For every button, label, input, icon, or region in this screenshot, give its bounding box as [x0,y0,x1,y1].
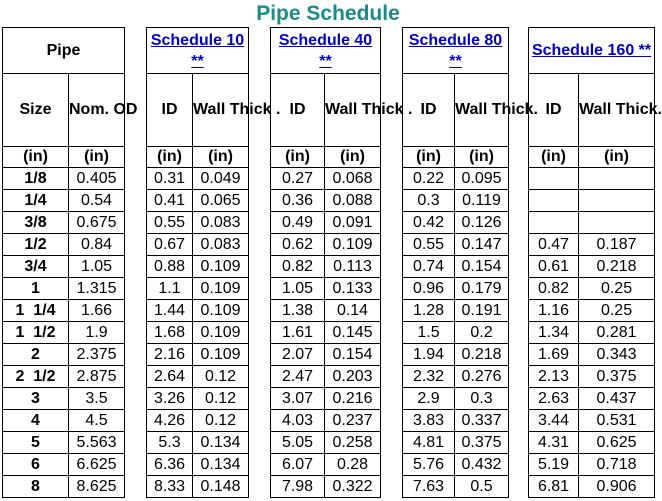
sch10-wall-cell: 0.109 [193,322,249,344]
table-body [3,168,655,498]
unit-label: (in) [193,147,249,168]
unit-label: (in) [69,147,125,168]
nom-od-cell: 3.5 [69,388,125,410]
schedule-10-header [147,28,249,74]
column-gap [381,410,403,432]
nom-od-cell: 1.66 [69,300,125,322]
sch40-wall-cell: 0.258 [325,432,381,454]
nom-od-cell: 0.675 [69,212,125,234]
sch160-id-cell: 0.61 [529,256,579,278]
nom-od-cell: 1.315 [69,278,125,300]
sch10-wall-cell: 0.148 [193,476,249,498]
column-gap [249,168,271,190]
column-gap [509,366,529,388]
column-gap [381,147,403,168]
table-row [3,388,655,410]
sch40-id-cell: 0.27 [271,168,325,190]
column-gap [125,432,147,454]
size-header: Size [3,74,69,147]
sch80-wall-cell: 0.119 [455,190,509,212]
sch160-wall-cell: 0.625 [579,432,655,454]
column-gap [509,344,529,366]
table-row [3,234,655,256]
sch10-id-cell: 3.26 [147,388,193,410]
sch80-id-cell: 7.63 [403,476,455,498]
column-gap [381,432,403,454]
sch80-wall-cell: 0.095 [455,168,509,190]
column-gap [249,410,271,432]
size-cell: 8 [3,476,69,498]
column-gap [381,278,403,300]
table-row [3,432,655,454]
table-row [3,366,655,388]
size-cell: 2 1/2 [3,366,69,388]
sch10-id-cell: 0.41 [147,190,193,212]
column-gap [381,212,403,234]
size-cell: 1/2 [3,234,69,256]
column-gap [509,476,529,498]
sch40-wall-cell: 0.203 [325,366,381,388]
column-gap [249,147,271,168]
table-row [3,322,655,344]
column-gap [125,476,147,498]
sch40-id-cell: 5.05 [271,432,325,454]
column-gap [125,366,147,388]
sch10-id-cell: 2.64 [147,366,193,388]
column-gap [381,388,403,410]
sch160-wall-cell [579,168,655,190]
column-gap [249,256,271,278]
pipe-header: Pipe [3,28,125,74]
sch40-id-cell: 1.38 [271,300,325,322]
schedule-160-header [529,28,655,74]
sch160-wall-cell: 0.25 [579,300,655,322]
sch40-wall-cell: 0.322 [325,476,381,498]
sch40-wall-cell: 0.154 [325,344,381,366]
column-gap [381,28,403,74]
sch80-id-cell: 2.9 [403,388,455,410]
size-cell: 1 1/2 [3,322,69,344]
nom-od-cell: 4.5 [69,410,125,432]
sch80-wall-cell: 0.191 [455,300,509,322]
sch160-wall-cell: 0.25 [579,278,655,300]
column-gap [249,476,271,498]
sch160-id-cell: 1.16 [529,300,579,322]
sch160-wall-cell: 0.343 [579,344,655,366]
sch80-wall-cell: 0.126 [455,212,509,234]
sch10-id-cell: 1.68 [147,322,193,344]
table-row [3,212,655,234]
table-row [3,344,655,366]
sch10-wall-cell: 0.12 [193,366,249,388]
column-gap [249,322,271,344]
sch80-id-cell: 0.42 [403,212,455,234]
column-gap [249,366,271,388]
sch40-id-cell: 0.49 [271,212,325,234]
sch80-id-cell: 2.32 [403,366,455,388]
column-gap [125,278,147,300]
wall-thick-header: Wall Thick . [193,74,249,147]
size-cell: 1 [3,278,69,300]
sch160-id-cell: 4.31 [529,432,579,454]
sch10-wall-cell: 0.065 [193,190,249,212]
schedule-10-link[interactable]: Schedule 10 ** [150,31,245,70]
schedule-80-link[interactable]: Schedule 80 ** [408,31,503,70]
sch10-wall-cell: 0.109 [193,278,249,300]
sch80-wall-cell: 0.337 [455,410,509,432]
sch10-wall-cell: 0.134 [193,454,249,476]
sch10-wall-cell: 0.109 [193,300,249,322]
column-gap [249,212,271,234]
nom-od-cell: 5.563 [69,432,125,454]
column-gap [509,322,529,344]
sch10-wall-cell: 0.12 [193,388,249,410]
column-gap [509,410,529,432]
column-gap [381,366,403,388]
sch160-wall-cell: 0.375 [579,366,655,388]
sch40-id-cell: 2.47 [271,366,325,388]
sch10-id-cell: 1.44 [147,300,193,322]
sch40-wall-cell: 0.14 [325,300,381,322]
sch40-id-cell: 1.61 [271,322,325,344]
unit-label: (in) [529,147,579,168]
sch80-wall-cell: 0.218 [455,344,509,366]
sch40-wall-cell: 0.28 [325,454,381,476]
sch160-id-cell: 1.69 [529,344,579,366]
unit-label: (in) [271,147,325,168]
sch40-id-cell: 0.62 [271,234,325,256]
sch80-id-cell: 3.83 [403,410,455,432]
column-gap [125,168,147,190]
sch160-id-cell: 2.13 [529,366,579,388]
sch10-id-cell: 0.67 [147,234,193,256]
sch80-wall-cell: 0.432 [455,454,509,476]
column-gap [509,234,529,256]
sch80-id-cell: 0.74 [403,256,455,278]
sch80-id-cell: 1.94 [403,344,455,366]
nom-od-header: Nom. OD [69,74,125,147]
nom-od-cell: 0.54 [69,190,125,212]
sch10-wall-cell: 0.134 [193,432,249,454]
column-gap [381,476,403,498]
sch40-wall-cell: 0.145 [325,322,381,344]
sch10-wall-cell: 0.109 [193,256,249,278]
column-gap [125,344,147,366]
sch80-wall-cell: 0.179 [455,278,509,300]
column-gap [509,256,529,278]
column-gap [125,322,147,344]
sch160-wall-cell [579,190,655,212]
sch160-wall-cell: 0.906 [579,476,655,498]
column-gap [381,322,403,344]
size-cell: 3/8 [3,212,69,234]
sch10-id-cell: 2.16 [147,344,193,366]
schedule-80-header [403,28,509,74]
sch160-id-cell: 0.47 [529,234,579,256]
sch40-id-cell: 7.98 [271,476,325,498]
table-row [3,190,655,212]
size-cell: 3/4 [3,256,69,278]
nom-od-cell: 8.625 [69,476,125,498]
column-gap [249,344,271,366]
sch160-wall-cell: 0.718 [579,454,655,476]
id-header: ID [147,74,193,147]
size-cell: 1 1/4 [3,300,69,322]
pipe-schedule-table [2,27,662,498]
id-header: ID [529,74,579,147]
size-cell: 6 [3,454,69,476]
sch10-wall-cell: 0.083 [193,234,249,256]
sch80-wall-cell: 0.5 [455,476,509,498]
unit-label: (in) [455,147,509,168]
column-gap [125,388,147,410]
size-cell: 2 [3,344,69,366]
sch40-wall-cell: 0.133 [325,278,381,300]
sch10-id-cell: 8.33 [147,476,193,498]
sch40-wall-cell: 0.216 [325,388,381,410]
wall-thick-header: Wall Thick. [455,74,509,147]
sch10-id-cell: 0.31 [147,168,193,190]
column-gap [125,454,147,476]
unit-label: (in) [579,147,655,168]
column-gap [125,300,147,322]
table-row [3,278,655,300]
sch160-id-cell: 5.19 [529,454,579,476]
column-gap [381,300,403,322]
column-gap [509,300,529,322]
nom-od-cell: 1.9 [69,322,125,344]
column-gap [249,190,271,212]
unit-label: (in) [147,147,193,168]
size-cell: 5 [3,432,69,454]
sch40-wall-cell: 0.088 [325,190,381,212]
sch10-wall-cell: 0.049 [193,168,249,190]
sch80-wall-cell: 0.375 [455,432,509,454]
table-row [3,300,655,322]
sch10-wall-cell: 0.083 [193,212,249,234]
unit-label: (in) [325,147,381,168]
sch40-wall-cell: 0.113 [325,256,381,278]
sch40-wall-cell: 0.091 [325,212,381,234]
sch80-id-cell: 0.55 [403,234,455,256]
nom-od-cell: 2.375 [69,344,125,366]
column-gap [249,388,271,410]
sch10-id-cell: 5.3 [147,432,193,454]
table-row [3,476,655,498]
nom-od-cell: 0.405 [69,168,125,190]
sch160-id-cell: 0.82 [529,278,579,300]
column-gap [509,278,529,300]
column-gap [509,190,529,212]
size-cell: 1/8 [3,168,69,190]
table-row [3,410,655,432]
schedule-160-link[interactable]: Schedule 160 ** [531,42,652,59]
column-gap [125,28,147,74]
sch10-id-cell: 4.26 [147,410,193,432]
sch80-id-cell: 1.28 [403,300,455,322]
sch10-wall-cell: 0.109 [193,344,249,366]
column-gap [125,212,147,234]
sch40-id-cell: 0.82 [271,256,325,278]
id-header: ID [403,74,455,147]
sch40-id-cell: 0.36 [271,190,325,212]
sch80-id-cell: 1.5 [403,322,455,344]
sch40-wall-cell: 0.109 [325,234,381,256]
column-gap [249,28,271,74]
sch160-wall-cell [579,212,655,234]
column-gap [249,432,271,454]
sch40-id-cell: 4.03 [271,410,325,432]
nom-od-cell: 6.625 [69,454,125,476]
nom-od-cell: 2.875 [69,366,125,388]
sch80-id-cell: 0.22 [403,168,455,190]
sch10-id-cell: 1.1 [147,278,193,300]
column-gap [381,190,403,212]
sch160-id-cell: 6.81 [529,476,579,498]
size-cell: 1/4 [3,190,69,212]
sch160-id-cell [529,212,579,234]
sch80-wall-cell: 0.2 [455,322,509,344]
sch160-wall-cell: 0.187 [579,234,655,256]
sch160-id-cell: 2.63 [529,388,579,410]
table-row [3,256,655,278]
column-gap [249,454,271,476]
nom-od-cell: 0.84 [69,234,125,256]
column-gap [125,234,147,256]
page-title: Pipe Schedule [256,2,400,25]
sch160-wall-cell: 0.218 [579,256,655,278]
column-gap [125,256,147,278]
column-gap [509,147,529,168]
sch40-id-cell: 3.07 [271,388,325,410]
sch160-wall-cell: 0.281 [579,322,655,344]
sch10-wall-cell: 0.12 [193,410,249,432]
sch80-wall-cell: 0.3 [455,388,509,410]
column-gap [509,388,529,410]
column-gap [125,190,147,212]
column-gap [509,454,529,476]
sch80-wall-cell: 0.147 [455,234,509,256]
column-gap [249,278,271,300]
id-header: ID [271,74,325,147]
sch80-id-cell: 5.76 [403,454,455,476]
sch40-id-cell: 2.07 [271,344,325,366]
column-gap [381,256,403,278]
schedule-40-link[interactable]: Schedule 40 ** [278,31,373,70]
table-row [3,168,655,190]
column-gap [125,147,147,168]
sch160-wall-cell: 0.437 [579,388,655,410]
sch10-id-cell: 6.36 [147,454,193,476]
column-gap [509,28,529,74]
sch160-wall-cell: 0.531 [579,410,655,432]
unit-label: (in) [403,147,455,168]
sch160-id-cell [529,190,579,212]
sch160-id-cell [529,168,579,190]
column-gap [509,212,529,234]
sch40-wall-cell: 0.237 [325,410,381,432]
column-gap [381,454,403,476]
sch80-id-cell: 0.96 [403,278,455,300]
sch160-id-cell: 3.44 [529,410,579,432]
size-cell: 4 [3,410,69,432]
sch10-id-cell: 0.55 [147,212,193,234]
nom-od-cell: 1.05 [69,256,125,278]
column-gap [249,234,271,256]
sch80-id-cell: 4.81 [403,432,455,454]
sch40-wall-cell: 0.068 [325,168,381,190]
column-gap [509,168,529,190]
wall-thick-header: Wall Thick. [579,74,655,147]
column-gap [249,300,271,322]
sch80-wall-cell: 0.276 [455,366,509,388]
size-cell: 3 [3,388,69,410]
sch80-wall-cell: 0.154 [455,256,509,278]
wall-thick-header: Wall Thick . [325,74,381,147]
sch10-id-cell: 0.88 [147,256,193,278]
sch160-id-cell: 1.34 [529,322,579,344]
column-gap [509,432,529,454]
sch80-id-cell: 0.3 [403,190,455,212]
column-gap [381,168,403,190]
sch40-id-cell: 6.07 [271,454,325,476]
sch40-id-cell: 1.05 [271,278,325,300]
column-gap [125,410,147,432]
column-gap [381,234,403,256]
unit-label: (in) [3,147,69,168]
column-gap [381,344,403,366]
schedule-40-header [271,28,381,74]
table-row [3,454,655,476]
